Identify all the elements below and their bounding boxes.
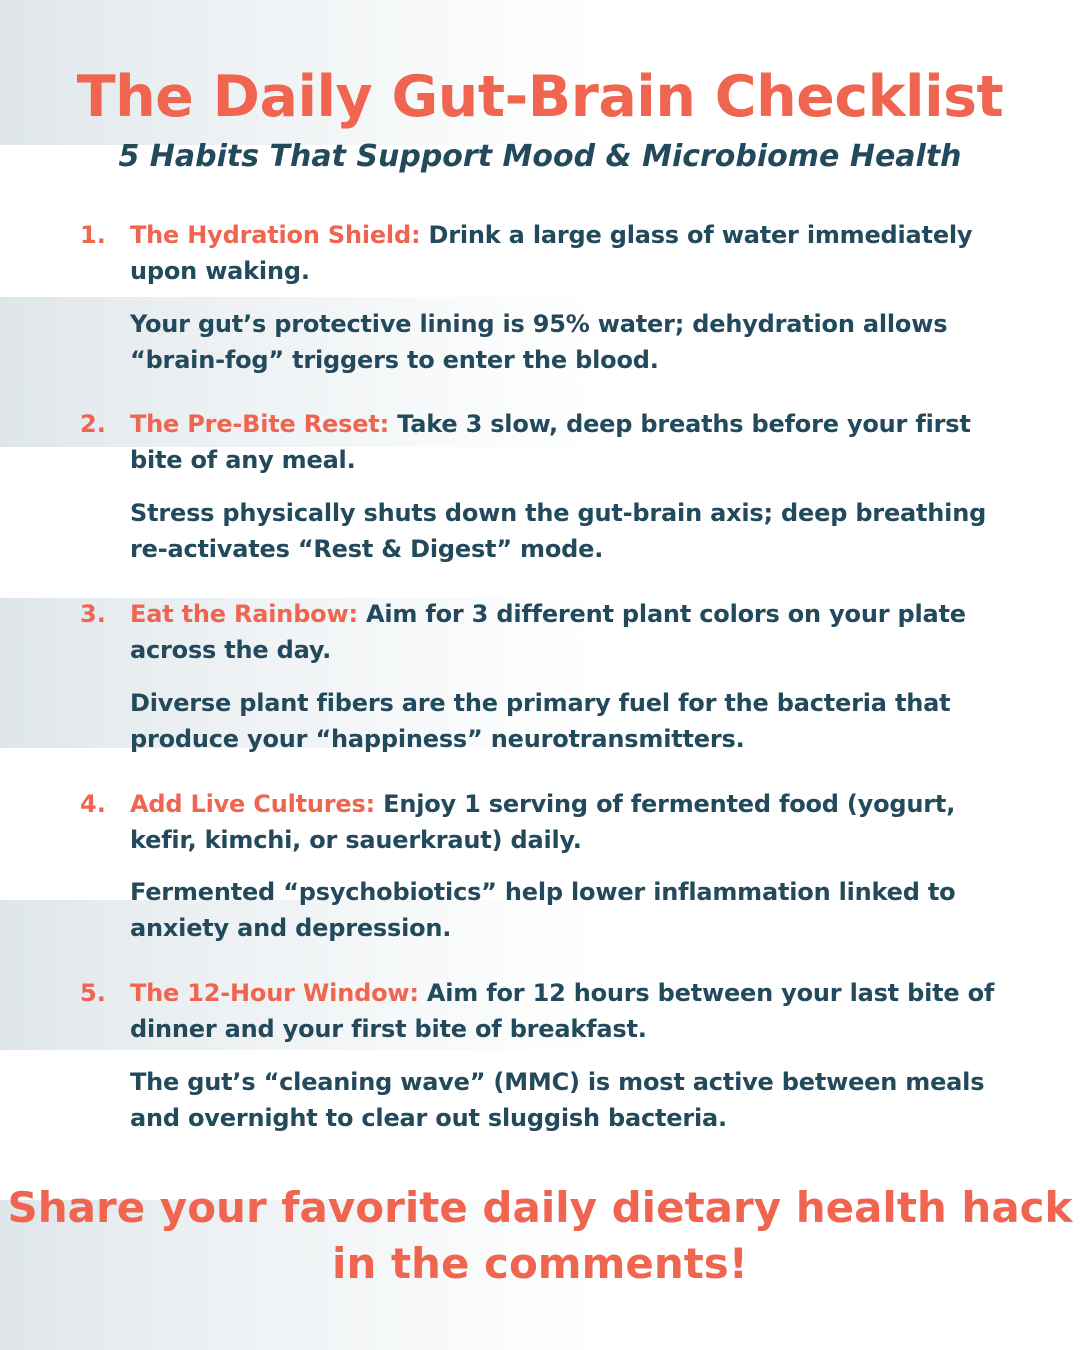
item-lead bbox=[130, 786, 1020, 858]
item-heading: The 12-Hour Window: bbox=[130, 979, 419, 1007]
item-number: 4. bbox=[80, 790, 106, 818]
item-heading: Add Live Cultures: bbox=[130, 790, 375, 818]
item-instruction: Enjoy 1 serving of fermented food (yogurt, kefir, kimchi, or sauerkraut) daily. bbox=[130, 790, 956, 854]
item-lead bbox=[130, 975, 1020, 1047]
item-number: 5. bbox=[80, 979, 106, 1007]
item-explanation: Your gut’s protective lining is 95% water; dehydration allows “brain-fog” triggers to enter the blood. bbox=[130, 310, 948, 374]
item-number: 1. bbox=[80, 221, 106, 249]
item-lead bbox=[130, 217, 1020, 289]
item-number: 3. bbox=[80, 600, 106, 628]
item-number: 2. bbox=[80, 410, 106, 438]
item-explanation: The gut’s “cleaning wave” (MMC) is most active between meals and overnight to clear out sluggish bacteria. bbox=[130, 1068, 985, 1132]
item-lead bbox=[130, 596, 1020, 668]
item-instruction: Aim for 12 hours between your last bite of dinner and your first bite of breakfast. bbox=[130, 979, 995, 1043]
item-heading: The Pre-Bite Reset: bbox=[130, 410, 389, 438]
item-instruction: Aim for 3 different plant colors on your plate across the day. bbox=[130, 600, 966, 664]
item-heading: Eat the Rainbow: bbox=[130, 600, 358, 628]
item-explanation: Fermented “psychobiotics” help lower inflammation linked to anxiety and depression. bbox=[130, 878, 956, 942]
item-explanation: Diverse plant fibers are the primary fuel for the bacteria that produce your “happiness” neurotransmitters. bbox=[130, 689, 951, 753]
item-instruction: Take 3 slow, deep breaths before your first bite of any meal. bbox=[130, 410, 971, 474]
item-instruction: Drink a large glass of water immediately upon waking. bbox=[130, 221, 973, 285]
item-heading: The Hydration Shield: bbox=[130, 221, 421, 249]
page-subtitle: 5 Habits That Support Mood & Microbiome Health bbox=[118, 139, 962, 174]
item-explanation: Stress physically shuts down the gut-brain axis; deep breathing re-activates “Rest & Digest” mode. bbox=[130, 499, 987, 563]
page-title: The Daily Gut-Brain Checklist bbox=[76, 64, 1004, 130]
call-to-action: Share your favorite daily dietary health hack in the comments! bbox=[7, 1183, 1073, 1288]
item-lead bbox=[130, 406, 1020, 478]
